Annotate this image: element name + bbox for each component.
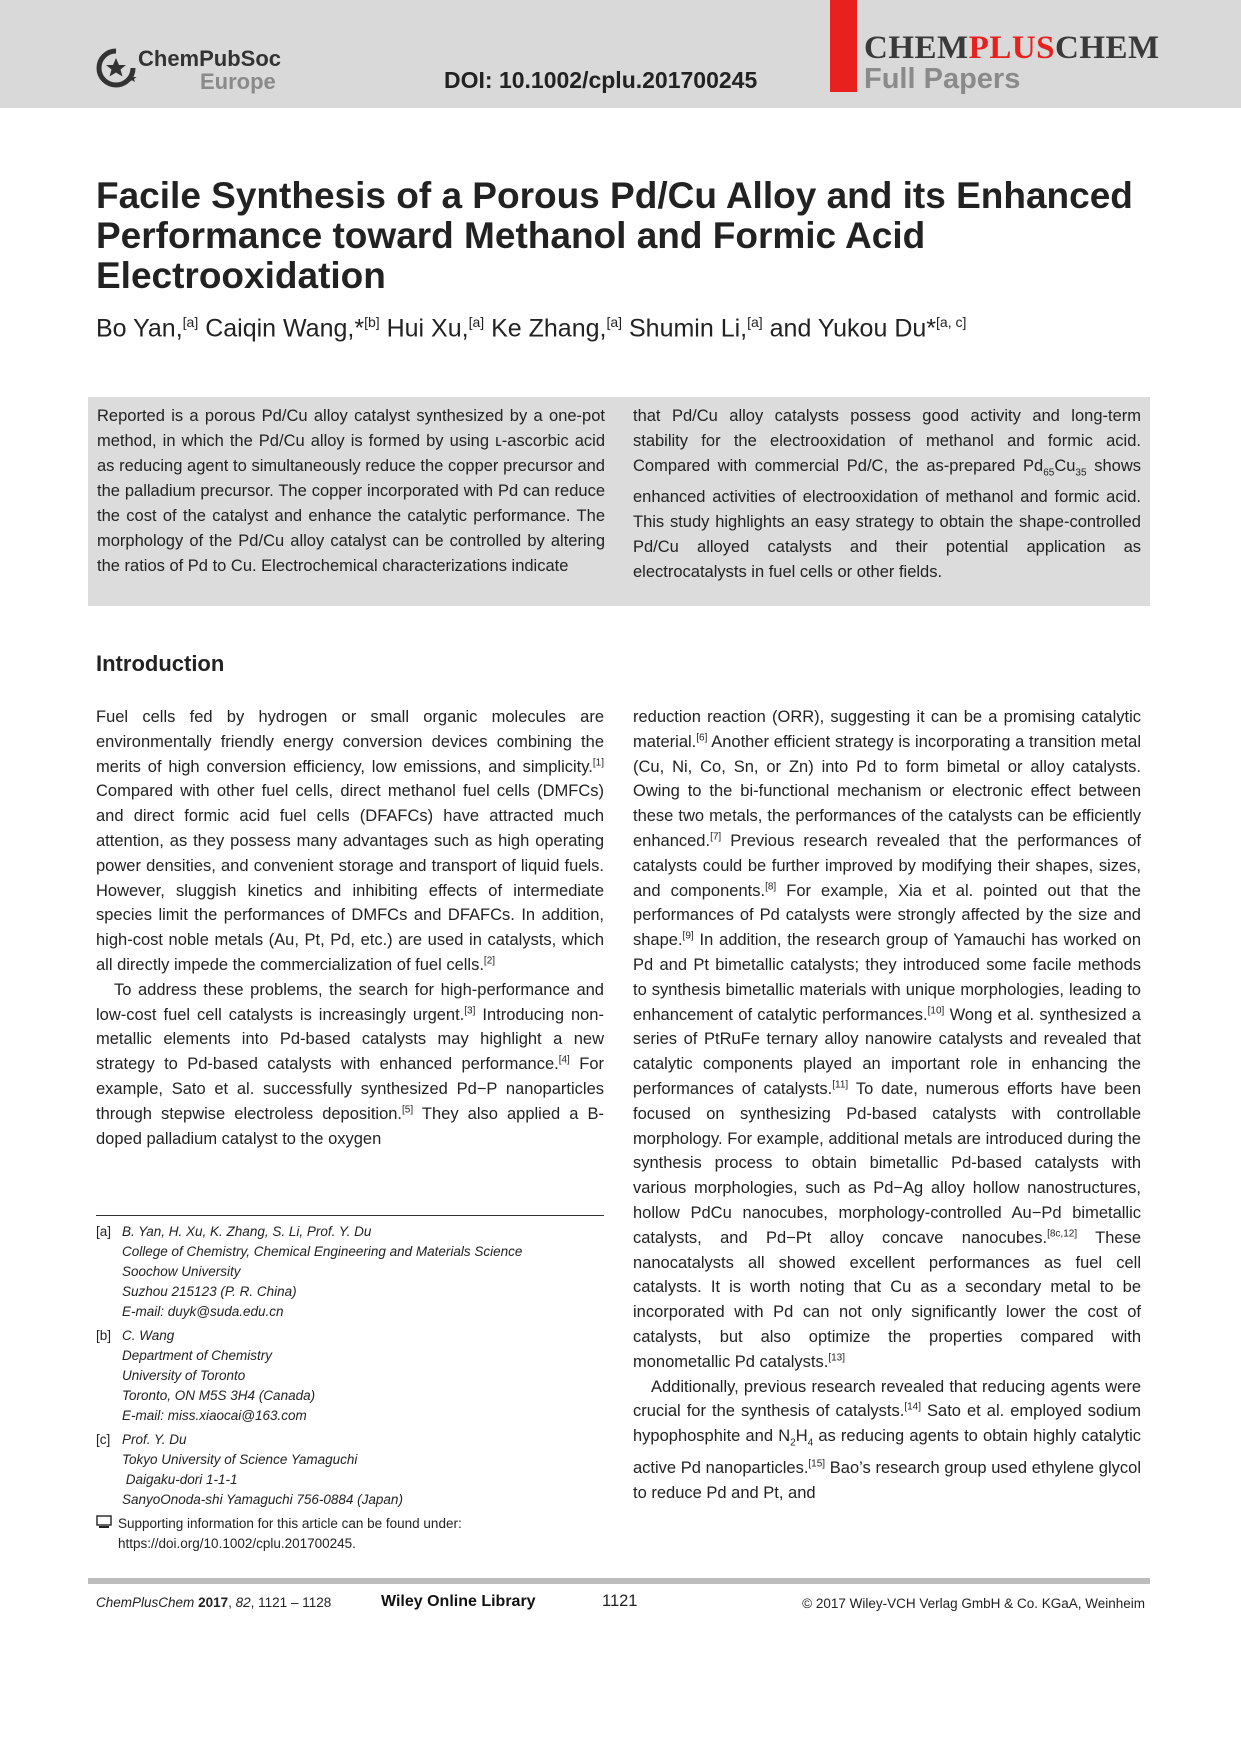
section-label: Full Papers: [864, 63, 1021, 95]
introduction-heading: Introduction: [96, 651, 225, 676]
footnote-line: C. Wang: [122, 1328, 175, 1343]
paragraph-text: In addition, the research group of Yamauchi has worked on Pd and Pt bimetallic catalysts; they introduced some facile methods to synthesis bimetallic materials with unique morphologies, leading to enhancement of catalytic performances.: [633, 931, 1141, 1024]
footnote-b: [96, 1326, 604, 1426]
abstract-right-column: [633, 404, 1141, 585]
author: and Yukou Du*: [769, 314, 937, 343]
footnote-line: College of Chemistry, Chemical Engineering and Materials Science: [122, 1244, 523, 1259]
citation-link[interactable]: [3]: [464, 1005, 476, 1017]
author: Ke Zhang,: [491, 314, 607, 343]
footnote-tag: [c]: [96, 1432, 111, 1447]
footnote-email[interactable]: E-mail: miss.xiaocai@163.com: [122, 1408, 307, 1423]
footnote-line: University of Toronto: [122, 1368, 246, 1383]
body-left-column: [96, 705, 604, 1151]
subscript: 2: [790, 1437, 796, 1449]
citation-link[interactable]: [8c,12]: [1047, 1228, 1078, 1240]
abstract-text: that Pd/Cu alloy catalysts possess good activity and long-term stability for the electrooxidation of methanol and formic acid. Compared with commercial Pd/C, the as-prepared Pd: [633, 407, 1141, 475]
citation-link[interactable]: [15]: [808, 1458, 826, 1470]
footnote-line: SanyoOnoda-shi Yamaguchi 756-0884 (Japan): [122, 1492, 403, 1507]
journal-name: [864, 30, 1160, 66]
citation-link[interactable]: [5]: [402, 1104, 414, 1116]
footer-journal-name: ChemPlusChem: [96, 1595, 195, 1610]
citation-link[interactable]: [7]: [710, 831, 722, 843]
paragraph-text: These nanocatalysts all showed excellent performances as fuel cell catalysts. It is worth noting that Cu as a secondary metal to be incorporated with Pd can not only significantly lower the cost of catalysts, but also optimize the properties compared with monometallic Pd catalysts.: [633, 1228, 1141, 1371]
supporting-info-link[interactable]: https://doi.org/10.1002/cplu.201700245.: [118, 1536, 356, 1551]
citation-link[interactable]: [2]: [483, 955, 496, 967]
author: Shumin Li,: [629, 314, 748, 343]
footer-volume: 82: [235, 1595, 251, 1610]
paragraph-text: as reducing agents to obtain highly catalytic active Pd nanoparticles.: [633, 1427, 1142, 1478]
abstract-box: [88, 397, 1150, 606]
page-number: 1121: [602, 1592, 638, 1610]
paragraph-text: Wong et al. synthesized a series of PtRuFe ternary alloy nanowire catalysts and revealed that catalytic components played an important role in enhancing the performances of catalysts.: [633, 1005, 1141, 1098]
citation-link[interactable]: [11]: [832, 1079, 849, 1091]
footnote-email[interactable]: E-mail: duyk@suda.edu.cn: [122, 1304, 284, 1319]
publisher-sub: Europe: [200, 69, 276, 94]
citation-link[interactable]: [9]: [682, 930, 694, 942]
footnote-line: Toronto, ON M5S 3H4 (Canada): [122, 1388, 316, 1403]
author-affiliation: [b]: [364, 314, 380, 330]
footnote-line: Soochow University: [122, 1264, 241, 1279]
computer-monitor-icon: [96, 1514, 118, 1554]
footnote-line: Suzhou 215123 (P. R. China): [122, 1284, 297, 1299]
citation-link[interactable]: [13]: [828, 1352, 846, 1364]
footnote-line: Daigaku-dori 1-1-1: [122, 1472, 238, 1487]
copyright-notice: © 2017 Wiley-VCH Verlag GmbH & Co. KGaA, Weinheim: [802, 1596, 1145, 1611]
paragraph-text: Bao’s research group used ethylene glycol to reduce Pd and Pt, and: [633, 1459, 1141, 1502]
author: Caiqin Wang,*: [205, 314, 365, 343]
supporting-info-note: [96, 1514, 604, 1554]
citation-link[interactable]: [10]: [927, 1005, 945, 1017]
paragraph-text: Compared with other fuel cells, direct methanol fuel cells (DMFCs) and direct formic acid fuel cells (DFAFCs) have attracted much attention, as they possess many advantages such as high operating power densities, and convenient storage and transport of liquid fuels. However, sluggish kinetics and inhibiting effects of intermediate species limit the performances of DMFCs and DFAFCs. In addition, high-cost noble metals (Au, Pt, Pd, etc.) are used in catalysts, which all directly impede the commercialization of fuel cells.: [96, 782, 604, 974]
author: Hui Xu,: [386, 314, 469, 343]
author: Bo Yan,: [96, 314, 183, 343]
header-red-bar: [830, 0, 857, 92]
footnote-tag: [a]: [96, 1224, 112, 1239]
footnote-c: [96, 1430, 604, 1510]
author-affiliation: [a]: [182, 314, 199, 330]
abstract-text: shows enhanced activities of electrooxidation of methanol and formic acid. This study highlights an easy strategy to obtain the shape-controlled Pd/Cu alloyed catalysts and their potential application as electrocatalysts in fuel cells or other fields.: [633, 457, 1142, 582]
citation-link[interactable]: [1]: [592, 757, 604, 769]
paragraph-text: For example, Xia et al. pointed out that the performances of Pd catalysts were strongly affected by the size and shape.: [633, 881, 1141, 950]
abstract-subscript: 65: [1043, 467, 1055, 479]
paragraph-text: Previous research revealed that the performances of catalysts could be further improved by modifying their shapes, sizes, and components.: [633, 831, 1141, 900]
doi-text[interactable]: DOI: 10.1002/cplu.201700245: [444, 67, 758, 93]
footnote-tag: [b]: [96, 1328, 112, 1343]
footer-year: 2017: [198, 1595, 229, 1610]
affiliation-footnotes: [96, 1222, 604, 1554]
abstract-left-column: Reported is a porous Pd/Cu alloy catalyst synthesized by a one-pot method, in which the Pd/Cu alloy is formed by using ʟ-ascorbic acid as reducing agent to simultaneously reduce the copper precursor and the palladium precursor. The copper incorporated with Pd can reduce the cost of the catalyst and enhance the catalytic performance. The morphology of the Pd/Cu alloy catalyst can be controlled by altering the ratios of Pd to Cu. Electrochemical characterizations indicate: [97, 407, 605, 575]
paragraph-text: Another efficient strategy is incorporating a transition metal (Cu, Ni, Co, Sn, or Zn) into Pd to form bimetal or alloy catalysts. Owing to the bi-functional mechanism or electronic effect between these two metals, the performances of the catalysts can be efficiently enhanced.: [633, 732, 1141, 850]
subscript: 4: [807, 1437, 814, 1449]
paragraph-text: H: [795, 1427, 808, 1446]
footnote-line: Prof. Y. Du: [122, 1432, 187, 1447]
footnote-line: B. Yan, H. Xu, K. Zhang, S. Li, Prof. Y. Du: [122, 1224, 372, 1239]
footnote-a: [96, 1222, 604, 1322]
paragraph-text: To date, numerous efforts have been focused on synthesizing Pd-based catalysts with controllable morphology. For example, additional metals are introduced during the synthesis process to obtain bimetallic Pd-based catalysts with various morphologies, such as Pd−Ag alloy hollow nanostructures, hollow PdCu nanocubes, morphology-controlled Au−Pd bimetallic catalysts, and Pd−Pt alloy concave nanocubes.: [633, 1079, 1141, 1247]
abstract-subscript: 35: [1075, 467, 1087, 479]
author-affiliation: [a]: [468, 314, 485, 330]
chempubsoc-logo-icon: [96, 46, 140, 90]
citation-link[interactable]: [14]: [904, 1401, 921, 1413]
footer-citation: ChemPlusChem 2017, 82, 1121 – 1128: [96, 1595, 332, 1610]
paragraph: [633, 705, 1141, 1375]
footnote-divider: [96, 1215, 604, 1216]
paragraph-text: Sato et al. employed sodium hypophosphite and N: [633, 1402, 1141, 1446]
author-affiliation: [a, c]: [936, 314, 967, 330]
paragraph-text: Additionally, previous research revealed that reducing agents were crucial for the synthesis of catalysts.: [633, 1377, 1141, 1421]
footer-divider: [88, 1578, 1150, 1584]
author-affiliation: [a]: [606, 314, 623, 330]
journal-name-plus: PLUS: [968, 30, 1056, 66]
body-right-column: [633, 705, 1141, 1506]
abstract-text: Cu: [1054, 457, 1076, 475]
author-list: [96, 314, 966, 343]
publisher-name: ChemPubSoc: [138, 46, 282, 71]
footer-pages: , 1121 – 1128: [250, 1595, 332, 1610]
journal-name-part3: CHEM: [1055, 30, 1160, 66]
paragraph-text: Introducing non-metallic elements into Pd-based catalysts may highlight a new strategy to Pd-based catalysts with enhanced performance.: [96, 1005, 604, 1074]
paragraph: [96, 978, 604, 1152]
journal-name-part1: CHEM: [864, 30, 969, 66]
paragraph-text: For example, Sato et al. successfully synthesized Pd−P nanoparticles through stepwise electroless deposition.: [96, 1055, 604, 1123]
footnote-line: Department of Chemistry: [122, 1348, 273, 1363]
paragraph-text: Fuel cells fed by hydrogen or small organic molecules are environmentally friendly energy conversion devices combining the merits of high conversion efficiency, low emissions, and simplicity.: [96, 708, 604, 776]
citation-link[interactable]: [8]: [765, 881, 777, 893]
citation-link[interactable]: [4]: [558, 1054, 570, 1066]
paragraph: [96, 705, 604, 978]
paragraph-text: They also applied a B-doped palladium catalyst to the oxygen: [96, 1104, 604, 1148]
article-title: Facile Synthesis of a Porous Pd/Cu Alloy and its Enhanced Performance toward Methanol and Formic Acid Electrooxidation: [96, 175, 1133, 296]
paragraph: [633, 1375, 1141, 1506]
supporting-info-text: Supporting information for this article can be found under:: [118, 1516, 462, 1531]
paragraph-text: reduction reaction (ORR), suggesting it can be a promising catalytic material.: [633, 708, 1141, 751]
citation-link[interactable]: [6]: [696, 732, 708, 744]
wiley-online-library-link[interactable]: Wiley Online Library: [381, 1593, 536, 1610]
author-affiliation: [a]: [747, 314, 763, 330]
paragraph-text: To address these problems, the search for high-performance and low-cost fuel cell catalysts is increasingly urgent.: [96, 980, 604, 1024]
footnote-line: Tokyo University of Science Yamaguchi: [122, 1452, 358, 1467]
